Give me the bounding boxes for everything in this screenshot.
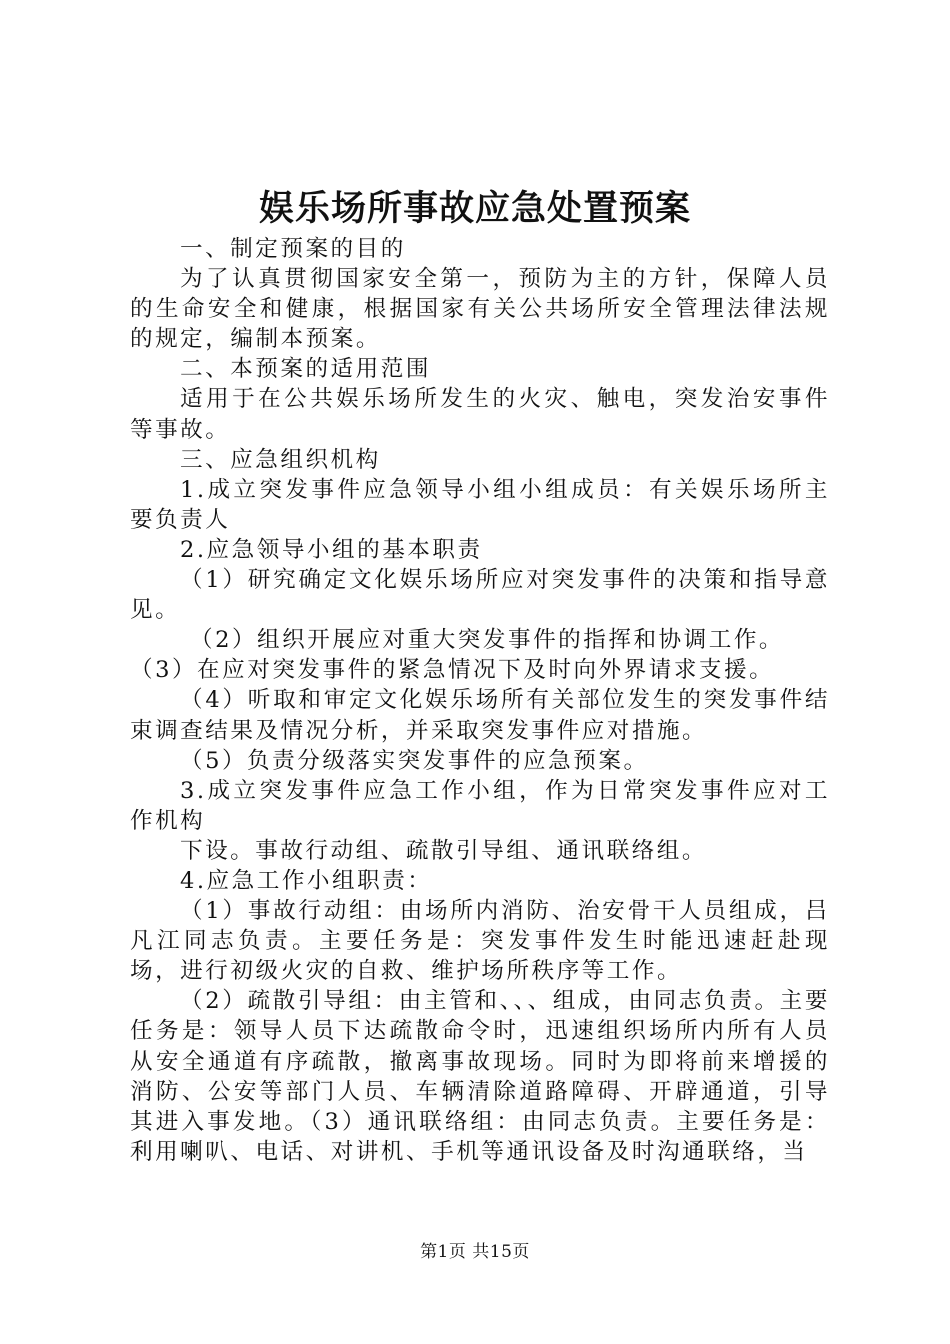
paragraph-scope: 适用于在公共娱乐场所发生的火灾、触电，突发治安事件等事故。 xyxy=(130,386,830,443)
document-body xyxy=(130,234,830,1167)
section-heading-1: 一、制定预案的目的 xyxy=(180,236,406,262)
paragraph-item-1: 1.成立突发事件应急领导小组小组成员：有关娱乐场所主要负责人 xyxy=(130,476,830,533)
group-duty-2: （2）疏散引导组：由主管和、、、组成，由同志负责。主要任务是：领导人员下达疏散命令时，迅速组织场所内所有人员从安全通道有序疏散，撤离事故现场。同时为即将前来增援的消防、公安等部门人员、车辆清除道路障碍、开辟通道，引导其进入事发地。（3）通讯联络组：由同志负责。主要任务是：利用喇叭、电话、对讲机、手机等通讯设备及时沟通联络，当 xyxy=(130,988,830,1165)
paragraph-subgroups: 下设。事故行动组、疏散引导组、通讯联络组。 xyxy=(180,837,707,864)
page-footer: 第1页 共15页 xyxy=(420,1242,530,1262)
paragraph-item-4: 4.应急工作小组职责： xyxy=(180,867,433,894)
duty-item-5: （5）负责分级落实突发事件的应急预案。 xyxy=(180,747,649,774)
document-title: 娱乐场所事故应急处置预案 xyxy=(258,188,691,229)
duty-item-1: （1）研究确定文化娱乐场所应对突发事件的决策和指导意见。 xyxy=(130,567,830,624)
section-heading-2: 二、本预案的适用范围 xyxy=(180,356,431,383)
duty-item-3: （3）在应对突发事件的紧急情况下及时向外界请求支援。 xyxy=(130,657,775,684)
paragraph-purpose: 为了认真贯彻国家安全第一，预防为主的方针，保障人员的生命安全和健康，根据国家有关公共场所安全管理法律法规的规定，编制本预案。 xyxy=(130,266,830,353)
section-heading-3: 三、应急组织机构 xyxy=(180,446,381,473)
duty-item-2: （2）组织开展应对重大突发事件的指挥和协调工作。 xyxy=(190,627,785,654)
paragraph-item-2: 2.应急领导小组的基本职责 xyxy=(180,536,483,563)
group-duty-1: （1）事故行动组：由场所内消防、治安骨干人员组成，吕凡江同志负责。主要任务是：突发事件发生时能迅速赶赴现场，进行初级火灾的自救、维护场所秩序等工作。 xyxy=(130,898,830,985)
duty-item-4: （4）听取和审定文化娱乐场所有关部位发生的突发事件结束调查结果及情况分析，并采取突发事件应对措施。 xyxy=(130,687,830,744)
paragraph-item-3: 3.成立突发事件应急工作小组，作为日常突发事件应对工作机构 xyxy=(130,777,830,834)
